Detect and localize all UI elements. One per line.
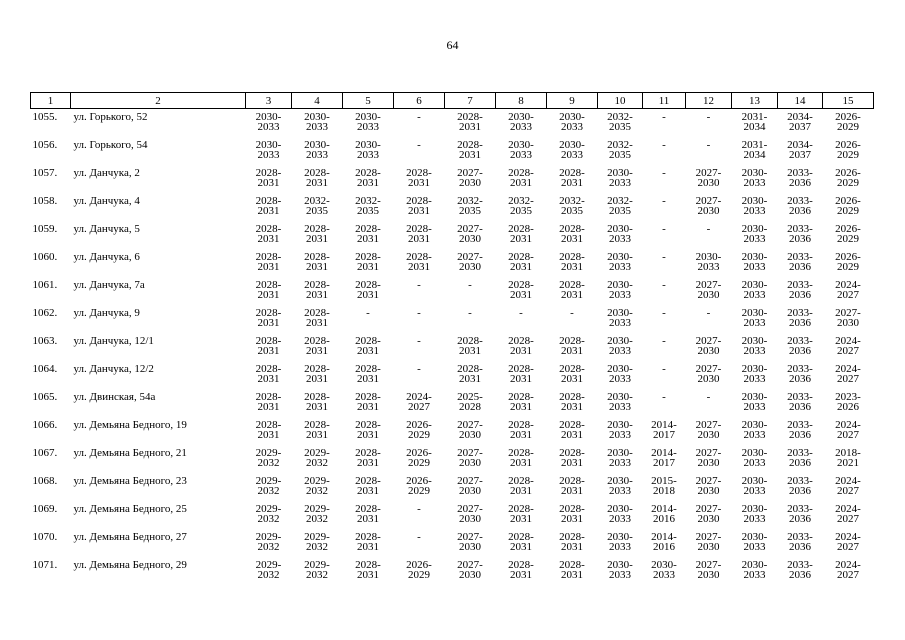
period-cell: 2027- 2030 bbox=[457, 474, 483, 497]
period-cell: - bbox=[417, 111, 421, 123]
period-cell: 2030- 2033 bbox=[651, 558, 677, 581]
period-cell: 2028- 2031 bbox=[559, 474, 585, 497]
period-cell: 2028- 2031 bbox=[304, 278, 330, 301]
address-cell: ул. Данчука, 9 bbox=[73, 306, 140, 319]
row-number: 1066. bbox=[32, 418, 58, 431]
row-number: 1067. bbox=[32, 446, 58, 459]
period-cell: - bbox=[662, 222, 666, 235]
period-cell: 2030- 2033 bbox=[607, 502, 633, 525]
period-cell: 2028- 2031 bbox=[355, 362, 381, 385]
period-cell: 2030- 2033 bbox=[741, 222, 768, 245]
table-row bbox=[31, 305, 874, 333]
period-cell: - bbox=[662, 334, 666, 347]
address-cell: ул. Горького, 52 bbox=[73, 111, 148, 123]
period-cell: - bbox=[662, 111, 666, 123]
period-cell: 2028- 2031 bbox=[304, 390, 330, 413]
table-row bbox=[31, 333, 874, 361]
period-cell: 2033- 2036 bbox=[787, 334, 813, 357]
table-row bbox=[31, 249, 874, 277]
column-header: 6 bbox=[394, 93, 445, 109]
period-cell: 2014- 2017 bbox=[651, 446, 677, 469]
period-cell: 2029- 2032 bbox=[304, 446, 330, 469]
period-cell: 2030- 2033 bbox=[607, 558, 633, 581]
row-number: 1071. bbox=[32, 558, 58, 571]
table-row bbox=[31, 193, 874, 221]
period-cell: 2028- 2031 bbox=[355, 502, 381, 525]
period-cell: 2014- 2016 bbox=[651, 530, 677, 553]
period-cell: 2027- 2030 bbox=[835, 306, 861, 329]
period-cell: 2032- 2035 bbox=[457, 194, 483, 217]
table-row bbox=[31, 137, 874, 165]
table-row bbox=[31, 389, 874, 417]
period-cell: 2030- 2033 bbox=[607, 362, 633, 385]
period-cell: 2030- 2033 bbox=[508, 111, 534, 133]
period-cell: 2014- 2017 bbox=[651, 418, 677, 441]
period-cell: 2030- 2033 bbox=[741, 530, 768, 553]
period-cell: 2027- 2030 bbox=[457, 166, 483, 189]
address-cell: ул. Демьяна Бедного, 19 bbox=[73, 418, 187, 431]
period-cell: 2028- 2031 bbox=[406, 222, 432, 245]
table-row bbox=[31, 361, 874, 389]
row-number: 1057. bbox=[32, 166, 58, 179]
period-cell: 2028- 2031 bbox=[559, 558, 585, 581]
period-cell: 2028- 2031 bbox=[559, 502, 585, 525]
period-cell: 2030- 2033 bbox=[607, 306, 633, 329]
period-cell: - bbox=[662, 250, 666, 263]
period-cell: 2028- 2031 bbox=[508, 250, 534, 273]
period-cell: 2024- 2027 bbox=[835, 474, 861, 497]
period-cell: 2028- 2031 bbox=[559, 278, 585, 301]
period-cell: - bbox=[366, 306, 370, 319]
period-cell: - bbox=[662, 138, 666, 151]
period-cell: 2028- 2031 bbox=[457, 138, 483, 161]
period-cell: 2026- 2029 bbox=[835, 194, 861, 217]
column-header: 1 bbox=[31, 93, 71, 109]
period-cell: 2027- 2030 bbox=[695, 166, 722, 189]
period-cell: 2030- 2033 bbox=[695, 250, 722, 273]
period-cell: 2024- 2027 bbox=[835, 418, 861, 441]
row-number: 1068. bbox=[32, 474, 58, 487]
period-cell: 2030- 2033 bbox=[741, 390, 768, 413]
period-cell: 2028- 2031 bbox=[559, 166, 585, 189]
period-cell: 2027- 2030 bbox=[695, 278, 722, 301]
period-cell: 2026- 2029 bbox=[835, 111, 861, 133]
period-cell: 2024- 2027 bbox=[835, 278, 861, 301]
address-cell: ул. Данчука, 12/1 bbox=[73, 334, 154, 347]
period-cell: 2030- 2033 bbox=[508, 138, 534, 161]
address-cell: ул. Данчука, 6 bbox=[73, 250, 140, 263]
period-cell: 2029- 2032 bbox=[304, 502, 330, 525]
period-cell: 2029- 2032 bbox=[255, 502, 282, 525]
period-cell: 2030- 2033 bbox=[741, 362, 768, 385]
period-cell: 2024- 2027 bbox=[406, 390, 432, 413]
period-cell: 2024- 2027 bbox=[835, 502, 861, 525]
period-cell: 2027- 2030 bbox=[457, 502, 483, 525]
period-cell: 2028- 2031 bbox=[508, 390, 534, 413]
table-row bbox=[31, 501, 874, 529]
table-row bbox=[31, 109, 874, 137]
period-cell: 2030- 2033 bbox=[741, 334, 768, 357]
period-cell: 2028- 2031 bbox=[304, 166, 330, 189]
repair-schedule-table bbox=[30, 92, 874, 585]
column-header: 8 bbox=[496, 93, 547, 109]
period-cell: 2028- 2031 bbox=[304, 418, 330, 441]
period-cell: 2030- 2033 bbox=[607, 418, 633, 441]
period-cell: 2030- 2033 bbox=[304, 111, 330, 133]
period-cell: 2030- 2033 bbox=[741, 250, 768, 273]
period-cell: 2028- 2031 bbox=[406, 194, 432, 217]
table-header bbox=[31, 93, 874, 109]
period-cell: 2028- 2031 bbox=[355, 530, 381, 553]
period-cell: 2028- 2031 bbox=[355, 390, 381, 413]
table-row bbox=[31, 277, 874, 305]
period-cell: 2028- 2031 bbox=[559, 446, 585, 469]
period-cell: - bbox=[662, 278, 666, 291]
period-cell: 2026- 2029 bbox=[406, 474, 432, 497]
period-cell: 2033- 2036 bbox=[787, 446, 813, 469]
address-cell: ул. Двинская, 54а bbox=[73, 390, 156, 403]
period-cell: 2028- 2031 bbox=[255, 166, 282, 189]
period-cell: - bbox=[706, 306, 711, 319]
period-cell: 2028- 2031 bbox=[559, 362, 585, 385]
period-cell: 2030- 2033 bbox=[607, 446, 633, 469]
period-cell: 2034- 2037 bbox=[787, 111, 813, 133]
table-row bbox=[31, 473, 874, 501]
period-cell: - bbox=[417, 334, 421, 347]
period-cell: 2028- 2031 bbox=[355, 250, 381, 273]
period-cell: 2030- 2033 bbox=[607, 278, 633, 301]
column-header: 11 bbox=[643, 93, 686, 109]
period-cell: 2028- 2031 bbox=[508, 446, 534, 469]
row-number: 1062. bbox=[32, 306, 58, 319]
period-cell: 2033- 2036 bbox=[787, 362, 813, 385]
column-header: 13 bbox=[732, 93, 778, 109]
period-cell: 2030- 2033 bbox=[741, 278, 768, 301]
period-cell: 2028- 2031 bbox=[255, 390, 282, 413]
period-cell: 2030- 2033 bbox=[741, 166, 768, 189]
period-cell: 2028- 2031 bbox=[355, 558, 381, 581]
period-cell: 2027- 2030 bbox=[695, 474, 722, 497]
period-cell: 2033- 2036 bbox=[787, 418, 813, 441]
address-cell: ул. Демьяна Бедного, 25 bbox=[73, 502, 187, 515]
period-cell: 2030- 2033 bbox=[607, 250, 633, 273]
table-row bbox=[31, 417, 874, 445]
period-cell: 2026- 2029 bbox=[406, 418, 432, 441]
period-cell: 2029- 2032 bbox=[255, 558, 282, 581]
period-cell: 2027- 2030 bbox=[695, 558, 722, 581]
column-header: 9 bbox=[547, 93, 598, 109]
period-cell: 2028- 2031 bbox=[457, 362, 483, 385]
period-cell: 2032- 2035 bbox=[607, 138, 633, 161]
table-row bbox=[31, 529, 874, 557]
row-number: 1061. bbox=[32, 278, 58, 291]
period-cell: 2028- 2031 bbox=[559, 222, 585, 245]
row-number: 1059. bbox=[32, 222, 58, 235]
period-cell: 2026- 2029 bbox=[406, 558, 432, 581]
period-cell: 2032- 2035 bbox=[508, 194, 534, 217]
period-cell: 2028- 2031 bbox=[508, 418, 534, 441]
period-cell: 2030- 2033 bbox=[607, 222, 633, 245]
period-cell: 2024- 2027 bbox=[835, 362, 861, 385]
period-cell: 2025- 2028 bbox=[457, 390, 483, 413]
period-cell: 2023- 2026 bbox=[835, 390, 861, 413]
row-number: 1070. bbox=[32, 530, 58, 543]
period-cell: 2032- 2035 bbox=[607, 111, 633, 133]
column-header: 3 bbox=[246, 93, 292, 109]
address-cell: ул. Горького, 54 bbox=[73, 138, 148, 151]
period-cell: 2028- 2031 bbox=[559, 250, 585, 273]
period-cell: - bbox=[706, 111, 711, 123]
address-cell: ул. Демьяна Бедного, 27 bbox=[73, 530, 187, 543]
period-cell: - bbox=[662, 194, 666, 207]
period-cell: 2028- 2031 bbox=[559, 334, 585, 357]
period-cell: - bbox=[417, 502, 421, 515]
period-cell: 2028- 2031 bbox=[559, 390, 585, 413]
period-cell: 2028- 2031 bbox=[508, 278, 534, 301]
period-cell: 2028- 2031 bbox=[304, 306, 330, 329]
column-header: 14 bbox=[778, 93, 823, 109]
period-cell: - bbox=[417, 362, 421, 375]
period-cell: 2027- 2030 bbox=[457, 446, 483, 469]
period-cell: 2024- 2027 bbox=[835, 334, 861, 357]
period-cell: - bbox=[417, 138, 421, 151]
address-cell: ул. Данчука, 5 bbox=[73, 222, 140, 235]
period-cell: 2027- 2030 bbox=[457, 558, 483, 581]
period-cell: 2024- 2027 bbox=[835, 558, 861, 581]
period-cell: 2028- 2031 bbox=[255, 250, 282, 273]
period-cell: 2030- 2033 bbox=[741, 558, 768, 581]
period-cell: 2032- 2035 bbox=[355, 194, 381, 217]
row-number: 1056. bbox=[32, 138, 58, 151]
period-cell: 2028- 2031 bbox=[559, 418, 585, 441]
period-cell: 2029- 2032 bbox=[304, 558, 330, 581]
period-cell: 2028- 2031 bbox=[508, 166, 534, 189]
period-cell: 2014- 2016 bbox=[651, 502, 677, 525]
column-header: 5 bbox=[343, 93, 394, 109]
period-cell: 2028- 2031 bbox=[355, 418, 381, 441]
period-cell: 2028- 2031 bbox=[255, 306, 282, 329]
period-cell: 2027- 2030 bbox=[457, 530, 483, 553]
period-cell: 2028- 2031 bbox=[304, 222, 330, 245]
period-cell: 2032- 2035 bbox=[607, 194, 633, 217]
period-cell: 2028- 2031 bbox=[406, 166, 432, 189]
period-cell: 2033- 2036 bbox=[787, 166, 813, 189]
period-cell: 2033- 2036 bbox=[787, 558, 813, 581]
period-cell: 2030- 2033 bbox=[607, 530, 633, 553]
period-cell: 2026- 2029 bbox=[835, 138, 861, 161]
address-cell: ул. Демьяна Бедного, 23 bbox=[73, 474, 187, 487]
period-cell: 2028- 2031 bbox=[355, 446, 381, 469]
period-cell: 2028- 2031 bbox=[255, 418, 282, 441]
address-cell: ул. Данчука, 2 bbox=[73, 166, 140, 179]
period-cell: 2028- 2031 bbox=[508, 502, 534, 525]
period-cell: 2033- 2036 bbox=[787, 530, 813, 553]
period-cell: - bbox=[662, 306, 666, 319]
address-cell: ул. Данчука, 4 bbox=[73, 194, 140, 207]
row-number: 1058. bbox=[32, 194, 58, 207]
table-row bbox=[31, 165, 874, 193]
period-cell: 2029- 2032 bbox=[304, 530, 330, 553]
period-cell: 2030- 2033 bbox=[255, 111, 282, 133]
period-cell: 2034- 2037 bbox=[787, 138, 813, 161]
period-cell: 2030- 2033 bbox=[355, 111, 381, 133]
address-cell: ул. Данчука, 7а bbox=[73, 278, 145, 291]
period-cell: 2030- 2033 bbox=[741, 194, 768, 217]
period-cell: - bbox=[519, 306, 523, 319]
period-cell: 2028- 2031 bbox=[559, 530, 585, 553]
period-cell: 2027- 2030 bbox=[695, 446, 722, 469]
period-cell: 2030- 2033 bbox=[741, 306, 768, 329]
row-number: 1063. bbox=[32, 334, 58, 347]
period-cell: 2028- 2031 bbox=[355, 278, 381, 301]
period-cell: 2033- 2036 bbox=[787, 502, 813, 525]
period-cell: 2029- 2032 bbox=[255, 530, 282, 553]
table-body bbox=[31, 109, 874, 585]
row-number: 1069. bbox=[32, 502, 58, 515]
period-cell: 2028- 2031 bbox=[255, 194, 282, 217]
period-cell: 2018- 2021 bbox=[835, 446, 861, 469]
period-cell: 2030- 2033 bbox=[607, 334, 633, 357]
period-cell: 2030- 2033 bbox=[741, 502, 768, 525]
period-cell: 2033- 2036 bbox=[787, 390, 813, 413]
period-cell: 2028- 2031 bbox=[508, 362, 534, 385]
period-cell: - bbox=[706, 138, 711, 151]
period-cell: 2028- 2031 bbox=[355, 166, 381, 189]
period-cell: - bbox=[662, 362, 666, 375]
period-cell: 2033- 2036 bbox=[787, 306, 813, 329]
period-cell: - bbox=[706, 222, 711, 235]
period-cell: 2026- 2029 bbox=[835, 222, 861, 245]
period-cell: 2028- 2031 bbox=[355, 222, 381, 245]
row-number: 1055. bbox=[32, 111, 58, 123]
row-number: 1065. bbox=[32, 390, 58, 403]
period-cell: 2028- 2031 bbox=[255, 278, 282, 301]
table-row bbox=[31, 557, 874, 585]
period-cell: 2027- 2030 bbox=[457, 250, 483, 273]
period-cell: 2028- 2031 bbox=[304, 362, 330, 385]
period-cell: 2030- 2033 bbox=[741, 418, 768, 441]
address-cell: ул. Данчука, 12/2 bbox=[73, 362, 154, 375]
period-cell: 2028- 2031 bbox=[508, 558, 534, 581]
period-cell: 2033- 2036 bbox=[787, 194, 813, 217]
period-cell: 2028- 2031 bbox=[255, 362, 282, 385]
period-cell: 2030- 2033 bbox=[559, 138, 585, 161]
table-row bbox=[31, 221, 874, 249]
header-row bbox=[31, 93, 874, 109]
period-cell: 2029- 2032 bbox=[304, 474, 330, 497]
column-header: 10 bbox=[598, 93, 643, 109]
period-cell: - bbox=[662, 166, 666, 179]
period-cell: 2015- 2018 bbox=[651, 474, 677, 497]
period-cell: 2033- 2036 bbox=[787, 250, 813, 273]
row-number: 1060. bbox=[32, 250, 58, 263]
period-cell: - bbox=[417, 278, 421, 291]
period-cell: 2030- 2033 bbox=[741, 446, 768, 469]
period-cell: 2027- 2030 bbox=[457, 222, 483, 245]
period-cell: 2033- 2036 bbox=[787, 278, 813, 301]
period-cell: 2028- 2031 bbox=[508, 222, 534, 245]
table-row bbox=[31, 445, 874, 473]
period-cell: - bbox=[706, 390, 711, 403]
address-cell: ул. Демьяна Бедного, 21 bbox=[73, 446, 187, 459]
period-cell: 2026- 2029 bbox=[835, 250, 861, 273]
column-header: 4 bbox=[292, 93, 343, 109]
period-cell: 2028- 2031 bbox=[304, 250, 330, 273]
period-cell: 2028- 2031 bbox=[255, 334, 282, 357]
period-cell: 2032- 2035 bbox=[304, 194, 330, 217]
period-cell: 2027- 2030 bbox=[457, 418, 483, 441]
period-cell: 2028- 2031 bbox=[255, 222, 282, 245]
period-cell: 2032- 2035 bbox=[559, 194, 585, 217]
period-cell: 2031- 2034 bbox=[741, 138, 768, 161]
period-cell: 2028- 2031 bbox=[406, 250, 432, 273]
column-header: 7 bbox=[445, 93, 496, 109]
period-cell: 2030- 2033 bbox=[559, 111, 585, 133]
period-cell: 2028- 2031 bbox=[355, 334, 381, 357]
period-cell: 2033- 2036 bbox=[787, 474, 813, 497]
period-cell: - bbox=[468, 278, 472, 291]
page-number: 64 bbox=[446, 38, 459, 52]
period-cell: 2030- 2033 bbox=[355, 138, 381, 161]
row-number: 1064. bbox=[32, 362, 58, 375]
period-cell: 2030- 2033 bbox=[607, 166, 633, 189]
period-cell: 2028- 2031 bbox=[508, 474, 534, 497]
period-cell: 2028- 2031 bbox=[355, 474, 381, 497]
period-cell: 2030- 2033 bbox=[607, 390, 633, 413]
period-cell: 2028- 2031 bbox=[508, 530, 534, 553]
period-cell: 2026- 2029 bbox=[406, 446, 432, 469]
period-cell: 2028- 2031 bbox=[457, 111, 483, 133]
period-cell: 2027- 2030 bbox=[695, 418, 722, 441]
column-header: 2 bbox=[71, 93, 246, 109]
period-cell: - bbox=[468, 306, 472, 319]
period-cell: 2030- 2033 bbox=[741, 474, 768, 497]
period-cell: 2030- 2033 bbox=[607, 474, 633, 497]
period-cell: 2031- 2034 bbox=[741, 111, 768, 133]
period-cell: 2029- 2032 bbox=[255, 446, 282, 469]
period-cell: 2028- 2031 bbox=[508, 334, 534, 357]
period-cell: 2027- 2030 bbox=[695, 194, 722, 217]
period-cell: 2026- 2029 bbox=[835, 166, 861, 189]
period-cell: 2029- 2032 bbox=[255, 474, 282, 497]
column-header: 12 bbox=[686, 93, 732, 109]
period-cell: 2027- 2030 bbox=[695, 530, 722, 553]
period-cell: 2033- 2036 bbox=[787, 222, 813, 245]
period-cell: 2028- 2031 bbox=[304, 334, 330, 357]
period-cell: 2024- 2027 bbox=[835, 530, 861, 553]
period-cell: - bbox=[417, 530, 421, 543]
period-cell: 2030- 2033 bbox=[304, 138, 330, 161]
period-cell: 2027- 2030 bbox=[695, 502, 722, 525]
column-header: 15 bbox=[823, 93, 874, 109]
period-cell: - bbox=[662, 390, 666, 403]
period-cell: 2030- 2033 bbox=[255, 138, 282, 161]
address-cell: ул. Демьяна Бедного, 29 bbox=[73, 558, 187, 571]
period-cell: 2028- 2031 bbox=[457, 334, 483, 357]
period-cell: 2027- 2030 bbox=[695, 334, 722, 357]
period-cell: - bbox=[570, 306, 574, 319]
period-cell: - bbox=[417, 306, 421, 319]
period-cell: 2027- 2030 bbox=[695, 362, 722, 385]
